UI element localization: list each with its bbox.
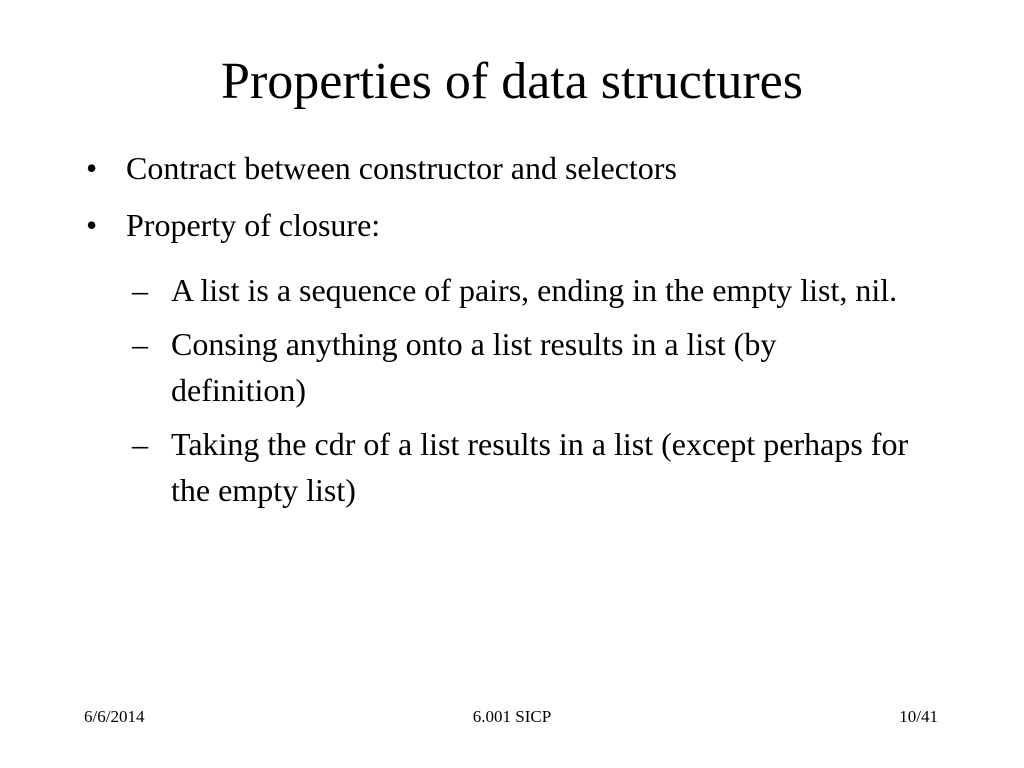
sub-bullet-item [132, 321, 911, 413]
footer-course: 6.001 SICP [472, 707, 552, 726]
footer-date: 6/6/2014 [84, 707, 145, 726]
sub-bullet-marker: – [132, 326, 148, 362]
sub-bullet-text: A list is a sequence of pairs, ending in the empty list, nil. [171, 272, 898, 308]
sub-bullet-marker: – [132, 272, 148, 308]
sub-bullet-item [132, 267, 911, 313]
bullet-marker: • [86, 150, 98, 186]
footer-page-number: 10/41 [899, 707, 938, 726]
bullet-text: Contract between constructor and selectors [126, 150, 677, 186]
slide-title: Properties of data structures [221, 53, 803, 110]
bullet-list [86, 145, 946, 259]
bullet-item [86, 202, 946, 248]
sub-bullet-text: Taking the cdr of a list results in a list (except perhaps for the empty list) [171, 426, 909, 508]
sub-bullet-text: Consing anything onto a list results in a list (by definition) [171, 326, 777, 408]
sub-bullet-item [132, 421, 911, 513]
sub-bullet-list [86, 259, 946, 513]
bullet-marker: • [86, 207, 98, 243]
sub-bullet-marker: – [132, 426, 148, 462]
bullet-item [86, 145, 946, 191]
bullet-text: Property of closure: [126, 207, 381, 243]
